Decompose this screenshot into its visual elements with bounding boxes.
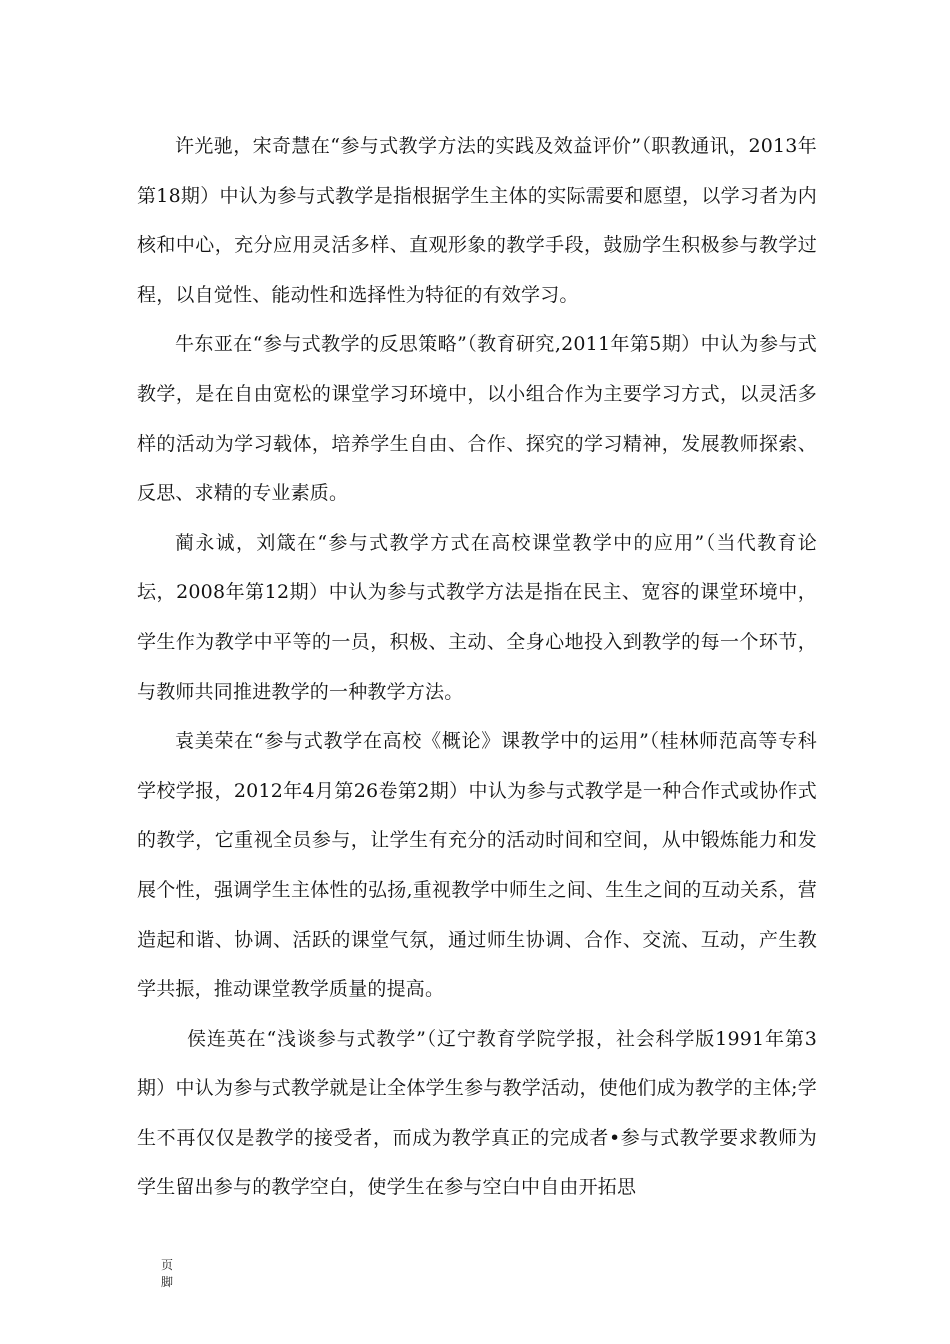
footer-char-2: 脚 (160, 1275, 173, 1289)
document-body (137, 122, 817, 1213)
footer-char-1: 页 (160, 1258, 173, 1272)
paragraph-hou-lianying: 侯连英在“浅谈参与式教学”（辽宁教育学院学报，社会科学版1991年第3期）中认为参与式教学就是让全体学生参与教学活动，使他们成为教学的主体;学生不再仅仅是教学的接受者，而成为教学真正的完成者•参与式教学要求教师为学生留出参与的教学空白，使学生在参与空白中自由开拓思 (137, 1027, 817, 1199)
paragraph-niu-dongya: 牛东亚在“参与式教学的反思策略”（教育研究,2011年第5期）中认为参与式教学，是在自由宽松的课堂学习环境中，以小组合作为主要学习方式，以灵活多样的活动为学习载体，培养学生自由、合作、探究的学习精神，发展教师探索、反思、求精的专业素质。 (137, 333, 817, 505)
paragraph-yuan-meirong: 袁美荣在“参与式教学在高校《概论》课教学中的运用”（桂林师范高等专科学校学报，2012年4月第26卷第2期）中认为参与式教学是一种合作式或协作式的教学，它重视全员参与，让学生有充分的活动时间和空间，从中锻炼能力和发展个性，强调学生主体性的弘扬,重视教学中师生之间、生生之间的互动关系，营造起和谐、协调、活跃的课堂气氛，通过师生协调、合作、交流、互动，产生教学共振，推动课堂教学质量的提高。 (137, 730, 817, 1001)
paragraph-xu-guangchi: 许光驰，宋奇慧在“参与式教学方法的实践及效益评价”（职教通讯，2013年第18期）中认为参与式教学是指根据学生主体的实际需要和愿望，以学习者为内核和中心，充分应用灵活多样、直观形象的教学手段，鼓励学生积极参与教学过程，以自觉性、能动性和选择性为特征的有效学习。 (137, 135, 817, 306)
paragraph-lin-yongcheng: 蔺永诚，刘箴在“参与式教学方式在高校课堂教学中的应用”（当代教育论坛，2008年第12期）中认为参与式教学方法是指在民主、宽容的课堂环境中，学生作为教学中平等的一员，积极、主动、全身心地投入到教学的每一个环节，与教师共同推进教学的一种教学方法。 (137, 531, 817, 703)
page-footer (157, 1257, 177, 1291)
